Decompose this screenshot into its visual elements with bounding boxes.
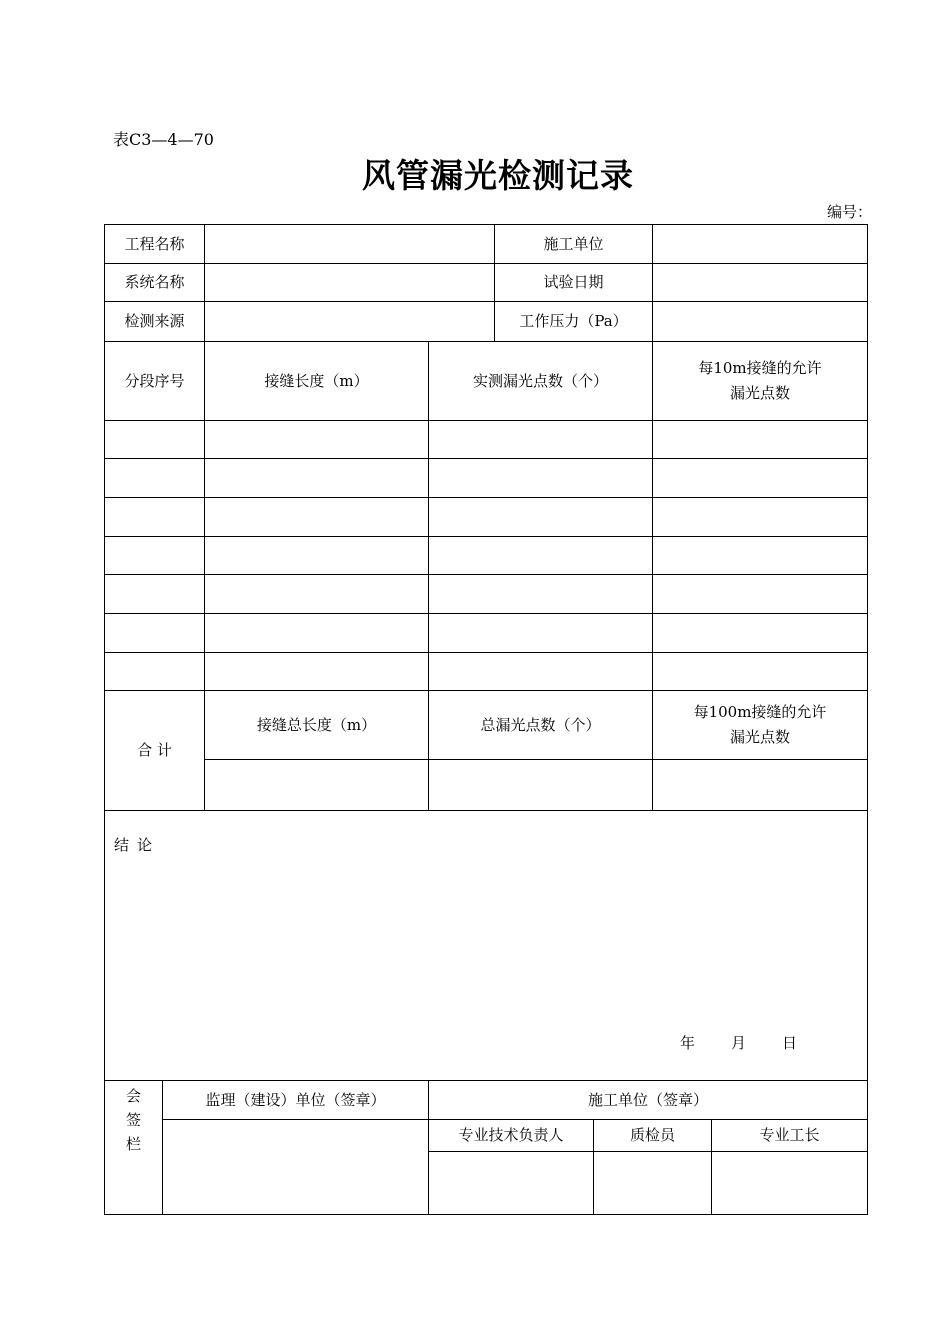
test-date-label: 试验日期	[494, 263, 653, 302]
col-header-allowed-per-10m	[652, 341, 868, 421]
test-date-field[interactable]	[652, 263, 868, 302]
allowed-per-100m-line1: 每100m接缝的允许	[693, 703, 827, 721]
table-row-7-leak-points-cell[interactable]	[428, 652, 653, 691]
project-name-label: 工程名称	[104, 224, 205, 264]
foreman-label: 专业工长	[711, 1119, 868, 1152]
seam-total-field[interactable]	[204, 759, 429, 811]
date-day-label: 日	[782, 1034, 798, 1052]
allowed-per-100m-line2: 漏光点数	[729, 728, 790, 746]
leak-total-label: 总漏光点数（个）	[428, 690, 653, 760]
allowed-per-10m-line1: 每10m接缝的允许	[698, 359, 822, 377]
table-row-1-seam-length-cell[interactable]	[204, 420, 429, 459]
page-title: 风管漏光检测记录	[362, 156, 634, 195]
table-row-5-leak-points-cell[interactable]	[428, 574, 653, 614]
inspector-label: 质检员	[593, 1119, 712, 1152]
system-name-label: 系统名称	[104, 263, 205, 302]
table-row-1-allowed-points-cell[interactable]	[652, 420, 868, 459]
col-header-seam-length: 接缝长度（m）	[204, 341, 429, 421]
test-source-field[interactable]	[204, 301, 495, 342]
signoff-char-2: 签	[125, 1111, 141, 1129]
table-row-1-leak-points-cell[interactable]	[428, 420, 653, 459]
table-row-3-segment-no-cell[interactable]	[104, 497, 205, 537]
col-header-leak-points: 实测漏光点数（个）	[428, 341, 653, 421]
work-pressure-field[interactable]	[652, 301, 868, 342]
table-row-2-seam-length-cell[interactable]	[204, 458, 429, 498]
table-row-4-segment-no-cell[interactable]	[104, 536, 205, 575]
table-row-3-seam-length-cell[interactable]	[204, 497, 429, 537]
table-row-6-segment-no-cell[interactable]	[104, 613, 205, 653]
table-row-1-segment-no-cell[interactable]	[104, 420, 205, 459]
construction-unit-signoff-label: 施工单位（签章）	[428, 1080, 868, 1120]
col-header-segment-no: 分段序号	[104, 341, 205, 421]
tech-lead-label: 专业技术负责人	[428, 1119, 594, 1152]
supervision-signature-field[interactable]	[162, 1119, 429, 1215]
signoff-char-3: 栏	[125, 1135, 141, 1153]
table-row-5-segment-no-cell[interactable]	[104, 574, 205, 614]
table-row-5-seam-length-cell[interactable]	[204, 574, 429, 614]
work-pressure-label: 工作压力（Pa）	[494, 301, 653, 342]
table-row-4-leak-points-cell[interactable]	[428, 536, 653, 575]
table-row-2-segment-no-cell[interactable]	[104, 458, 205, 498]
table-row-6-seam-length-cell[interactable]	[204, 613, 429, 653]
table-row-7-segment-no-cell[interactable]	[104, 652, 205, 691]
table-row-7-seam-length-cell[interactable]	[204, 652, 429, 691]
seam-total-label: 接缝总长度（m）	[204, 690, 429, 760]
table-row-6-allowed-points-cell[interactable]	[652, 613, 868, 653]
project-name-field[interactable]	[204, 224, 495, 264]
test-source-label: 检测来源	[104, 301, 205, 342]
date-year-label: 年	[680, 1034, 696, 1052]
table-row-2-leak-points-cell[interactable]	[428, 458, 653, 498]
inspector-signature-field[interactable]	[593, 1151, 712, 1215]
form-code: 表C3—4—70	[113, 130, 214, 149]
leak-total-field[interactable]	[428, 759, 653, 811]
signoff-char-1: 会	[125, 1087, 141, 1105]
conclusion-label: 结论	[114, 836, 161, 854]
construction-unit-field[interactable]	[652, 224, 868, 264]
table-row-4-seam-length-cell[interactable]	[204, 536, 429, 575]
serial-number-label: 编号：	[826, 203, 872, 221]
table-row-2-allowed-points-cell[interactable]	[652, 458, 868, 498]
supervision-unit-label: 监理（建设）单位（签章）	[162, 1080, 429, 1120]
totals-label: 合 计	[104, 690, 205, 811]
foreman-signature-field[interactable]	[711, 1151, 868, 1215]
signoff-section-label	[104, 1080, 163, 1215]
table-row-4-allowed-points-cell[interactable]	[652, 536, 868, 575]
allowed-per-100m-label	[652, 690, 868, 760]
system-name-field[interactable]	[204, 263, 495, 302]
table-row-5-allowed-points-cell[interactable]	[652, 574, 868, 614]
table-row-6-leak-points-cell[interactable]	[428, 613, 653, 653]
conclusion-box[interactable]	[104, 810, 868, 1081]
construction-unit-label: 施工单位	[494, 224, 653, 264]
date-month-label: 月	[731, 1034, 747, 1052]
conclusion-date	[680, 1031, 833, 1056]
table-row-7-allowed-points-cell[interactable]	[652, 652, 868, 691]
allowed-per-10m-line2: 漏光点数	[729, 384, 790, 402]
tech-lead-signature-field[interactable]	[428, 1151, 594, 1215]
allowed-per-100m-field[interactable]	[652, 759, 868, 811]
table-row-3-allowed-points-cell[interactable]	[652, 497, 868, 537]
table-row-3-leak-points-cell[interactable]	[428, 497, 653, 537]
